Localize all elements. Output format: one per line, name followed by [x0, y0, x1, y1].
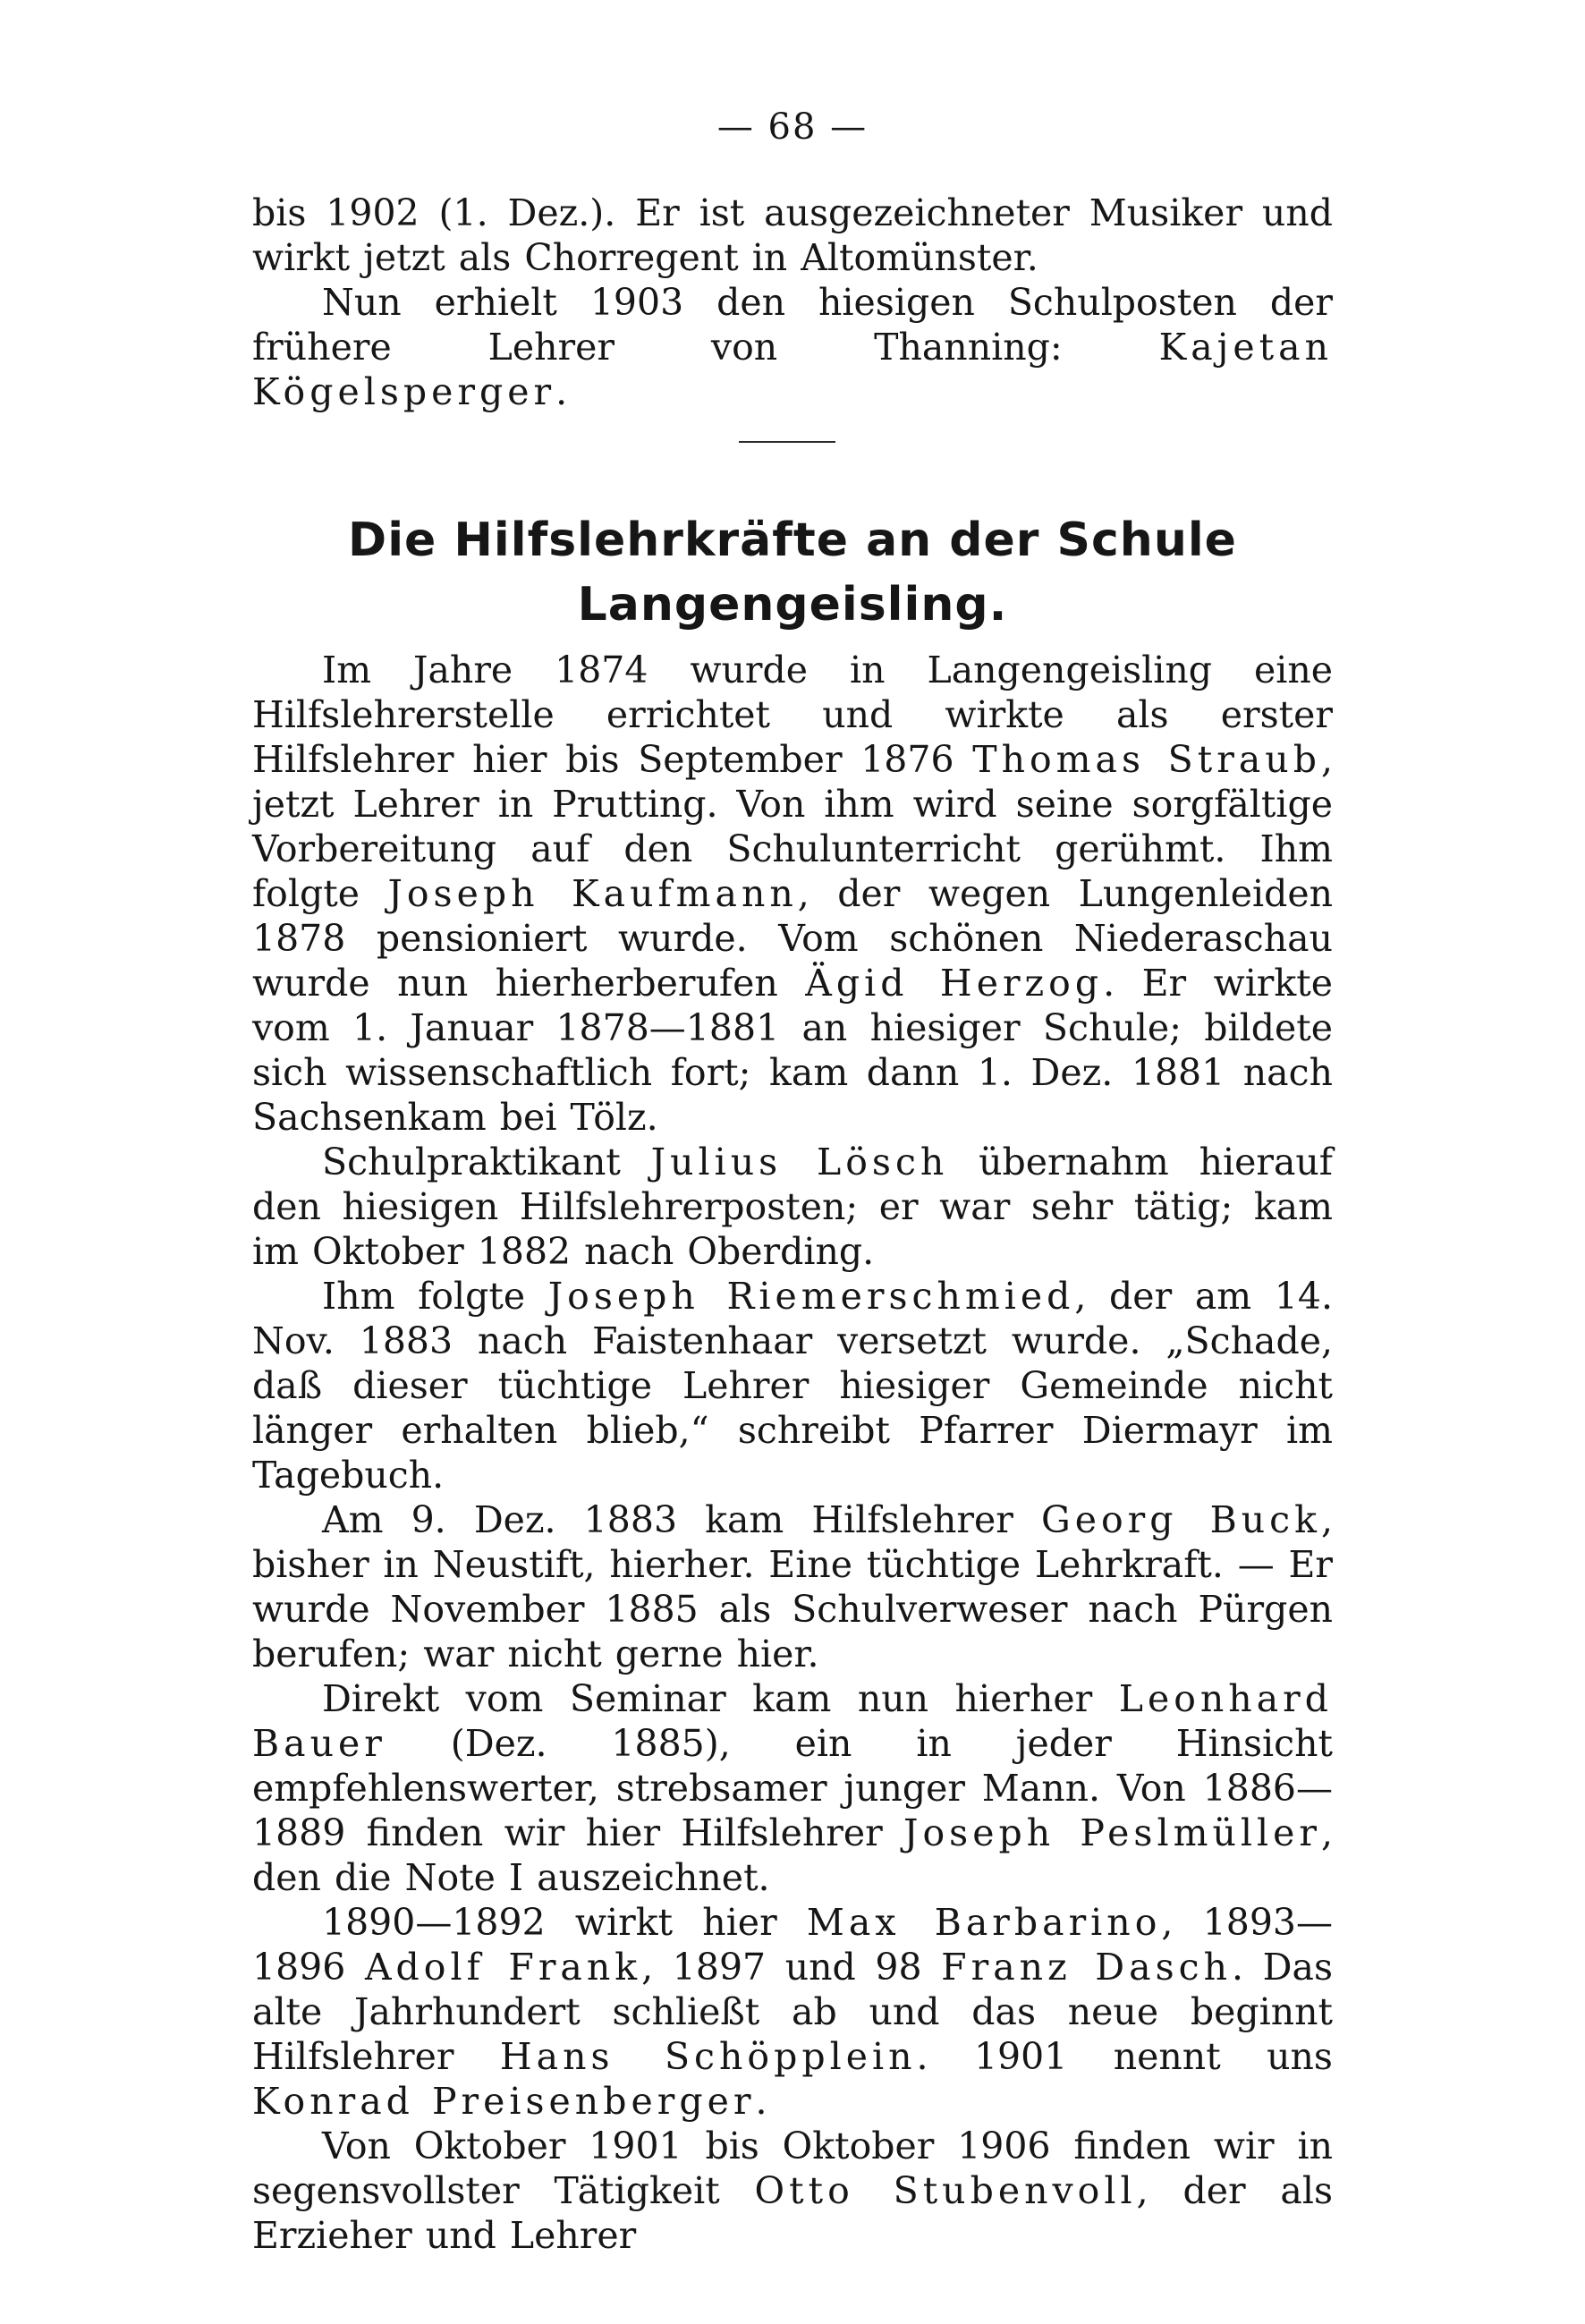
section-heading-line: Die Hilfslehrkräfte an der Schule	[348, 513, 1237, 567]
section-divider	[739, 441, 835, 443]
person-name: Max Barbarino	[806, 1901, 1162, 1944]
paragraph: Ihm folgte Joseph Riemerschmied, der am 14. Nov. 1883 nach Faistenhaar versetzt wurde. „Schade, daß dieser tüchtige Lehrer hiesiger Gemeinde nicht länger erhalten blieb,“ schreibt Pfarrer Diermayr im Tagebuch.	[252, 1275, 1333, 1497]
person-name: Georg Buck	[1040, 1498, 1321, 1541]
paragraph: 1890—1892 wirkt hier Max Barbarino, 1893—1896 Adolf Frank, 1897 und 98 Franz Dasch. Das alte Jahrhundert schließt ab und das neue beginnt Hilfslehrer Hans Schöpplein. 1901 nennt uns Konrad Preisenberger.	[252, 1901, 1334, 2123]
person-name: Konrad Preisenberger	[252, 2080, 756, 2123]
page-number: — 68 —	[716, 106, 869, 148]
paragraph: Am 9. Dez. 1883 kam Hilfslehrer Georg Buck, bisher in Neustift, hierher. Eine tüchtige Lehrkraft. — Er wurde November 1885 als Schulverweser nach Pürgen berufen; war nicht gerne hier.	[252, 1498, 1333, 1675]
intro-text	[252, 191, 1333, 414]
person-name: Joseph Kaufmann	[387, 872, 798, 915]
paragraph: Nun erhielt 1903 den hiesigen Schulposten der frühere Lehrer von Thanning: Kajetan Kögelsperger.	[252, 281, 1333, 413]
person-name: Joseph Riemerschmied	[547, 1275, 1075, 1318]
person-name: Franz Dasch	[941, 1946, 1233, 1989]
person-name: Leonhard Bauer	[252, 1677, 1333, 1765]
person-name: Adolf Frank	[364, 1946, 642, 1989]
section-heading	[252, 508, 1333, 637]
body-text	[252, 648, 1333, 2258]
person-name: Ägid Herzog	[805, 962, 1104, 1005]
person-name: Thomas Straub	[972, 738, 1321, 781]
person-name: Hans Schöpplein	[499, 2035, 917, 2078]
section-heading-line: Langengeisling.	[577, 578, 1008, 632]
paragraph: bis 1902 (1. Dez.). Er ist ausgezeichneter Musiker und wirkt jetzt als Chorregent in Altomünster.	[252, 191, 1333, 279]
paragraph: Von Oktober 1901 bis Oktober 1906 finden wir in segensvollster Tätigkeit Otto Stubenvoll, der als Erzieher und Lehrer	[252, 2125, 1333, 2257]
person-name: Otto Stubenvoll	[754, 2169, 1137, 2212]
person-name: Kajetan Kögelsperger	[252, 326, 1333, 413]
paragraph: Schulpraktikant Julius Lösch übernahm hierauf den hiesigen Hilfslehrerposten; er war sehr tätig; kam im Oktober 1882 nach Oberding.	[252, 1141, 1333, 1273]
paragraph: Direkt vom Seminar kam nun hierher Leonhard Bauer (Dez. 1885), ein in jeder Hinsicht empfehlenswerter, strebsamer junger Mann. Von 1886—1889 finden wir hier Hilfslehrer Joseph Peslmüller, den die Note I auszeichnet.	[252, 1677, 1333, 1899]
paragraph: Im Jahre 1874 wurde in Langengeisling eine Hilfslehrerstelle errichtet und wirkte als erster Hilfslehrer hier bis September 1876 Thomas Straub, jetzt Lehrer in Prutting. Von ihm wird seine sorgfältige Vorbereitung auf den Schulunterricht gerühmt. Ihm folgte Joseph Kaufmann, der wegen Lungenleiden 1878 pensioniert wurde. Vom schönen Niederaschau wurde nun hierherberufen Ägid Herzog. Er wirkte vom 1. Januar 1878—1881 an hiesiger Schule; bildete sich wissenschaftlich fort; kam dann 1. Dez. 1881 nach Sachsenkam bei Tölz.	[252, 649, 1333, 1139]
person-name: Joseph Peslmüller	[903, 1811, 1321, 1854]
person-name: Julius Lösch	[650, 1141, 949, 1183]
